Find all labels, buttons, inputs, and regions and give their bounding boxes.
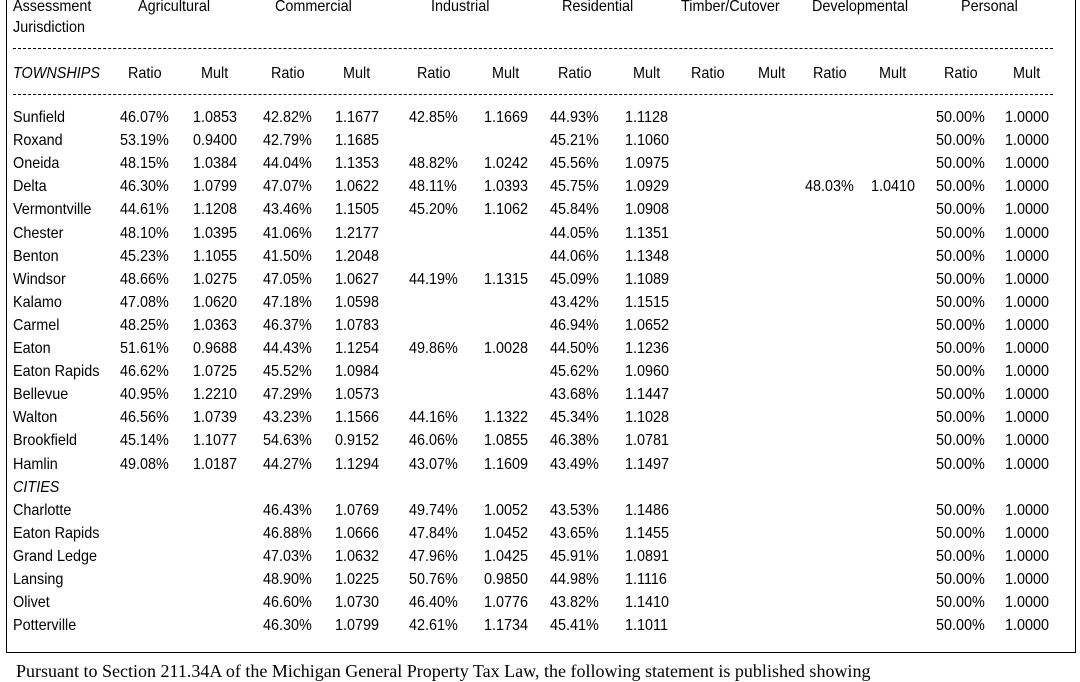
ratio-cell: 50.00%: [936, 155, 985, 173]
mult-cell: 1.0776: [484, 594, 529, 612]
mult-cell: 1.0000: [1005, 247, 1050, 265]
ratio-cell: 44.98%: [550, 571, 599, 588]
ratio-cell: 41.06%: [263, 224, 312, 242]
ratio-cell: 46.60%: [263, 594, 312, 612]
ratio-cell: 44.61%: [120, 201, 169, 219]
ratio-cell: 45.20%: [409, 201, 458, 219]
mult-cell: 1.0769: [335, 501, 380, 519]
townships-label: TOWNSHIPS: [13, 65, 100, 82]
mult-cell: 1.1669: [484, 109, 529, 126]
ratio-cell: 46.94%: [550, 316, 599, 334]
jurisdiction-name: Vermontville: [13, 201, 92, 219]
ratio-cell: 42.79%: [263, 132, 312, 150]
mult-header: Mult: [201, 65, 229, 82]
ratio-cell: 45.75%: [550, 178, 599, 196]
mult-cell: 1.1322: [484, 409, 529, 427]
jurisdiction-name: Charlotte: [13, 501, 72, 519]
ratio-cell: 46.40%: [409, 594, 458, 612]
footnote-text: Pursuant to Section 211.34A of the Michigan General Property Tax Law, the following statement is published showing: [16, 661, 871, 681]
ratio-cell: 43.82%: [550, 594, 599, 612]
ratio-cell: 44.04%: [263, 155, 312, 173]
ratio-cell: 43.53%: [550, 501, 599, 519]
ratio-cell: 43.07%: [409, 455, 458, 473]
jurisdiction-name: Chester: [13, 224, 64, 242]
subheader-divider: [13, 94, 1053, 95]
header-timber: Timber/Cutover: [681, 0, 780, 15]
mult-cell: 1.1315: [484, 270, 529, 288]
ratio-cell: 43.46%: [263, 201, 312, 219]
ratio-cell: 50.00%: [936, 340, 985, 357]
ratio-cell: 48.15%: [120, 155, 169, 173]
ratio-cell: 46.38%: [550, 432, 599, 450]
mult-cell: 1.0000: [1005, 132, 1050, 150]
ratio-cell: 53.19%: [120, 132, 169, 150]
mult-cell: 1.0000: [1005, 316, 1050, 334]
mult-cell: 1.0929: [625, 178, 670, 196]
mult-cell: 1.0725: [193, 363, 238, 381]
ratio-cell: 45.62%: [550, 363, 599, 381]
ratio-cell: 45.52%: [263, 363, 312, 381]
mult-cell: 1.1236: [625, 340, 670, 357]
ratio-cell: 44.05%: [550, 224, 599, 242]
mult-cell: 1.0891: [625, 547, 670, 565]
jurisdiction-name: Delta: [13, 178, 47, 196]
ratio-cell: 43.65%: [550, 524, 599, 542]
mult-cell: 1.0275: [193, 270, 238, 288]
header-developmental: Developmental: [812, 0, 909, 15]
mult-header: Mult: [633, 65, 661, 82]
ratio-cell: 50.00%: [936, 247, 985, 265]
jurisdiction-name: Brookfield: [13, 432, 78, 450]
jurisdiction-name: Walton: [13, 409, 58, 427]
ratio-cell: 45.56%: [550, 155, 599, 173]
ratio-cell: 44.93%: [550, 109, 599, 126]
ratio-cell: 47.29%: [263, 386, 312, 404]
ratio-cell: 48.82%: [409, 155, 458, 173]
ratio-header: Ratio: [691, 65, 725, 82]
mult-cell: 1.1351: [625, 224, 670, 242]
mult-cell: 1.1254: [335, 340, 380, 357]
ratio-cell: 45.23%: [120, 247, 169, 265]
ratio-cell: 46.37%: [263, 316, 312, 334]
mult-cell: 1.0000: [1005, 201, 1050, 219]
mult-cell: 1.0000: [1005, 547, 1050, 565]
jurisdiction-name: Eaton Rapids: [13, 524, 100, 542]
ratio-cell: 50.00%: [936, 270, 985, 288]
mult-cell: 1.0984: [335, 363, 380, 381]
ratio-header: Ratio: [558, 65, 592, 82]
jurisdiction-name: Roxand: [13, 132, 63, 150]
mult-cell: 1.0853: [193, 109, 238, 126]
mult-cell: 1.0000: [1005, 432, 1050, 450]
ratio-cell: 50.00%: [936, 501, 985, 519]
mult-cell: 1.2210: [193, 386, 238, 404]
ratio-cell: 50.00%: [936, 547, 985, 565]
mult-cell: 1.0187: [193, 455, 238, 473]
mult-cell: 1.0000: [1005, 270, 1050, 288]
mult-cell: 1.1609: [484, 455, 529, 473]
ratio-cell: 44.50%: [550, 340, 599, 357]
ratio-cell: 45.41%: [550, 617, 599, 635]
ratio-header: Ratio: [944, 65, 978, 82]
ratio-cell: 44.43%: [263, 340, 312, 357]
ratio-cell: 50.00%: [936, 224, 985, 242]
mult-cell: 1.1062: [484, 201, 529, 219]
mult-cell: 1.1055: [193, 247, 238, 265]
ratio-cell: 40.95%: [120, 386, 169, 404]
mult-cell: 1.1566: [335, 409, 380, 427]
mult-cell: 1.0739: [193, 409, 238, 427]
ratio-cell: 50.00%: [936, 455, 985, 473]
mult-cell: 1.0000: [1005, 293, 1050, 311]
mult-cell: 1.0598: [335, 293, 380, 311]
mult-cell: 1.0000: [1005, 594, 1050, 612]
ratio-header: Ratio: [417, 65, 451, 82]
ratio-cell: 50.00%: [936, 524, 985, 542]
mult-cell: 1.0620: [193, 293, 238, 311]
ratio-cell: 45.09%: [550, 270, 599, 288]
mult-cell: 1.1028: [625, 409, 670, 427]
mult-cell: 1.1116: [625, 571, 667, 588]
ratio-cell: 48.11%: [409, 178, 457, 196]
mult-cell: 1.1677: [335, 109, 380, 126]
mult-cell: 1.1447: [625, 386, 670, 404]
ratio-cell: 43.68%: [550, 386, 599, 404]
ratio-cell: 50.00%: [936, 594, 985, 612]
mult-header: Mult: [758, 65, 786, 82]
ratio-cell: 48.90%: [263, 571, 312, 588]
ratio-cell: 50.00%: [936, 571, 985, 588]
ratio-cell: 47.96%: [409, 547, 458, 565]
ratio-cell: 46.88%: [263, 524, 312, 542]
ratio-cell: 46.30%: [120, 178, 169, 196]
mult-cell: 1.1455: [625, 524, 670, 542]
ratio-cell: 45.14%: [120, 432, 169, 450]
mult-cell: 1.0395: [193, 224, 238, 242]
mult-cell: 1.0781: [625, 432, 670, 450]
mult-cell: 1.0410: [871, 178, 916, 196]
mult-cell: 1.0000: [1005, 455, 1050, 473]
header-residential: Residential: [562, 0, 634, 15]
ratio-cell: 50.00%: [936, 386, 985, 404]
mult-cell: 1.0666: [335, 524, 380, 542]
ratio-cell: 47.08%: [120, 293, 169, 311]
ratio-cell: 42.61%: [409, 617, 458, 635]
ratio-cell: 50.00%: [936, 363, 985, 381]
ratio-cell: 45.84%: [550, 201, 599, 219]
mult-cell: 1.0000: [1005, 224, 1050, 242]
ratio-cell: 50.76%: [409, 571, 458, 588]
ratio-cell: 45.91%: [550, 547, 599, 565]
ratio-cell: 47.05%: [263, 270, 312, 288]
ratio-cell: 41.50%: [263, 247, 312, 265]
mult-cell: 1.1208: [193, 201, 238, 219]
mult-cell: 1.1505: [335, 201, 380, 219]
ratio-cell: 46.06%: [409, 432, 458, 450]
ratio-cell: 50.00%: [936, 432, 985, 450]
mult-cell: 1.0783: [335, 316, 380, 334]
header-industrial: Industrial: [431, 0, 490, 15]
mult-cell: 0.9688: [193, 340, 238, 357]
mult-cell: 1.1011: [625, 617, 668, 635]
mult-cell: 1.1060: [625, 132, 670, 150]
mult-cell: 1.0393: [484, 178, 529, 196]
jurisdiction-name: Windsor: [13, 270, 66, 288]
mult-cell: 1.0799: [193, 178, 238, 196]
mult-cell: 1.0652: [625, 316, 670, 334]
ratio-cell: 47.84%: [409, 524, 458, 542]
ratio-cell: 46.07%: [120, 109, 169, 126]
header-personal: Personal: [961, 0, 1018, 15]
mult-cell: 1.0000: [1005, 363, 1050, 381]
header-agricultural: Agricultural: [138, 0, 211, 15]
mult-cell: 1.0730: [335, 594, 380, 612]
ratio-cell: 47.07%: [263, 178, 312, 196]
mult-cell: 1.0908: [625, 201, 670, 219]
mult-header: Mult: [343, 65, 371, 82]
ratio-cell: 47.03%: [263, 547, 312, 565]
mult-cell: 1.1128: [625, 109, 668, 126]
mult-cell: 1.0573: [335, 386, 380, 404]
ratio-cell: 44.27%: [263, 455, 312, 473]
mult-cell: 1.1353: [335, 155, 380, 173]
ratio-cell: 43.42%: [550, 293, 599, 311]
ratio-cell: 46.43%: [263, 501, 312, 519]
header-jurisdiction: Jurisdiction: [13, 19, 86, 36]
ratio-header: Ratio: [271, 65, 305, 82]
ratio-cell: 46.62%: [120, 363, 169, 381]
ratio-cell: 49.86%: [409, 340, 458, 357]
mult-cell: 0.9152: [335, 432, 380, 450]
mult-cell: 1.0622: [335, 178, 380, 196]
ratio-header: Ratio: [813, 65, 847, 82]
ratio-cell: 48.66%: [120, 270, 169, 288]
ratio-cell: 50.00%: [936, 409, 985, 427]
mult-cell: 1.0363: [193, 316, 238, 334]
mult-cell: 1.1685: [335, 132, 380, 150]
jurisdiction-name: Eaton Rapids: [13, 363, 100, 381]
header-assessment: Assessment: [13, 0, 92, 15]
mult-cell: 1.0627: [335, 270, 380, 288]
ratio-cell: 44.06%: [550, 247, 599, 265]
mult-cell: 1.0000: [1005, 386, 1050, 404]
mult-cell: 1.0425: [484, 547, 529, 565]
ratio-cell: 50.00%: [936, 617, 985, 635]
mult-cell: 1.1515: [625, 293, 670, 311]
ratio-cell: 42.85%: [409, 109, 458, 126]
jurisdiction-name: Sunfield: [13, 109, 66, 126]
mult-cell: 1.0000: [1005, 571, 1050, 588]
mult-cell: 1.0855: [484, 432, 529, 450]
mult-cell: 1.0000: [1005, 178, 1050, 196]
ratio-cell: 45.34%: [550, 409, 599, 427]
mult-cell: 1.0384: [193, 155, 238, 173]
ratio-cell: 48.25%: [120, 316, 169, 334]
mult-cell: 1.2048: [335, 247, 380, 265]
mult-cell: 1.0975: [625, 155, 670, 173]
mult-header: Mult: [1013, 65, 1041, 82]
mult-cell: 1.0960: [625, 363, 670, 381]
jurisdiction-name: Kalamo: [13, 293, 62, 311]
mult-cell: 1.0000: [1005, 109, 1050, 126]
mult-cell: 1.1486: [625, 501, 670, 519]
mult-cell: 1.2177: [335, 224, 380, 242]
mult-cell: 1.0000: [1005, 155, 1050, 173]
jurisdiction-name: Grand Ledge: [13, 547, 98, 565]
ratio-cell: 50.00%: [936, 178, 985, 196]
jurisdiction-name: Potterville: [13, 617, 77, 635]
mult-header: Mult: [492, 65, 520, 82]
ratio-cell: 43.23%: [263, 409, 312, 427]
mult-cell: 1.0225: [335, 571, 380, 588]
ratio-cell: 46.56%: [120, 409, 169, 427]
jurisdiction-name: Lansing: [13, 571, 64, 588]
mult-cell: 1.1294: [335, 455, 380, 473]
cities-label: CITIES: [13, 478, 60, 496]
jurisdiction-name: Olivet: [13, 594, 50, 612]
mult-header: Mult: [879, 65, 907, 82]
ratio-cell: 44.19%: [409, 270, 458, 288]
mult-cell: 0.9400: [193, 132, 238, 150]
ratio-cell: 50.00%: [936, 132, 985, 150]
mult-cell: 1.0052: [484, 501, 529, 519]
ratio-cell: 54.63%: [263, 432, 312, 450]
jurisdiction-name: Hamlin: [13, 455, 58, 473]
ratio-cell: 42.82%: [263, 109, 312, 126]
mult-cell: 1.1348: [625, 247, 670, 265]
mult-cell: 1.0000: [1005, 501, 1050, 519]
mult-cell: 1.1089: [625, 270, 670, 288]
ratio-cell: 50.00%: [936, 201, 985, 219]
mult-cell: 1.0000: [1005, 524, 1050, 542]
jurisdiction-name: Benton: [13, 247, 59, 265]
ratio-header: Ratio: [128, 65, 162, 82]
jurisdiction-name: Carmel: [13, 316, 60, 334]
ratio-cell: 49.08%: [120, 455, 169, 473]
mult-cell: 0.9850: [484, 571, 529, 588]
ratio-cell: 45.21%: [550, 132, 599, 150]
mult-cell: 1.0028: [484, 340, 529, 357]
ratio-cell: 51.61%: [120, 340, 169, 357]
mult-cell: 1.0799: [335, 617, 380, 635]
ratio-cell: 43.49%: [550, 455, 599, 473]
ratio-cell: 50.00%: [936, 316, 985, 334]
mult-cell: 1.0000: [1005, 409, 1050, 427]
jurisdiction-name: Oneida: [13, 155, 60, 173]
mult-cell: 1.1077: [193, 432, 238, 450]
mult-cell: 1.1497: [625, 455, 670, 473]
ratio-cell: 50.00%: [936, 293, 985, 311]
jurisdiction-name: Bellevue: [13, 386, 69, 404]
ratio-cell: 46.30%: [263, 617, 312, 635]
ratio-cell: 49.74%: [409, 501, 458, 519]
ratio-cell: 48.03%: [805, 178, 854, 196]
ratio-cell: 50.00%: [936, 109, 985, 126]
mult-cell: 1.1734: [484, 617, 529, 635]
mult-cell: 1.0452: [484, 524, 529, 542]
jurisdiction-name: Eaton: [13, 340, 51, 357]
mult-cell: 1.0632: [335, 547, 380, 565]
mult-cell: 1.0242: [484, 155, 529, 173]
header-divider: [13, 48, 1053, 49]
ratio-cell: 47.18%: [263, 293, 312, 311]
header-commercial: Commercial: [275, 0, 352, 15]
mult-cell: 1.0000: [1005, 617, 1050, 635]
mult-cell: 1.0000: [1005, 340, 1050, 357]
ratio-cell: 44.16%: [409, 409, 458, 427]
ratio-cell: 48.10%: [120, 224, 169, 242]
mult-cell: 1.1410: [625, 594, 670, 612]
